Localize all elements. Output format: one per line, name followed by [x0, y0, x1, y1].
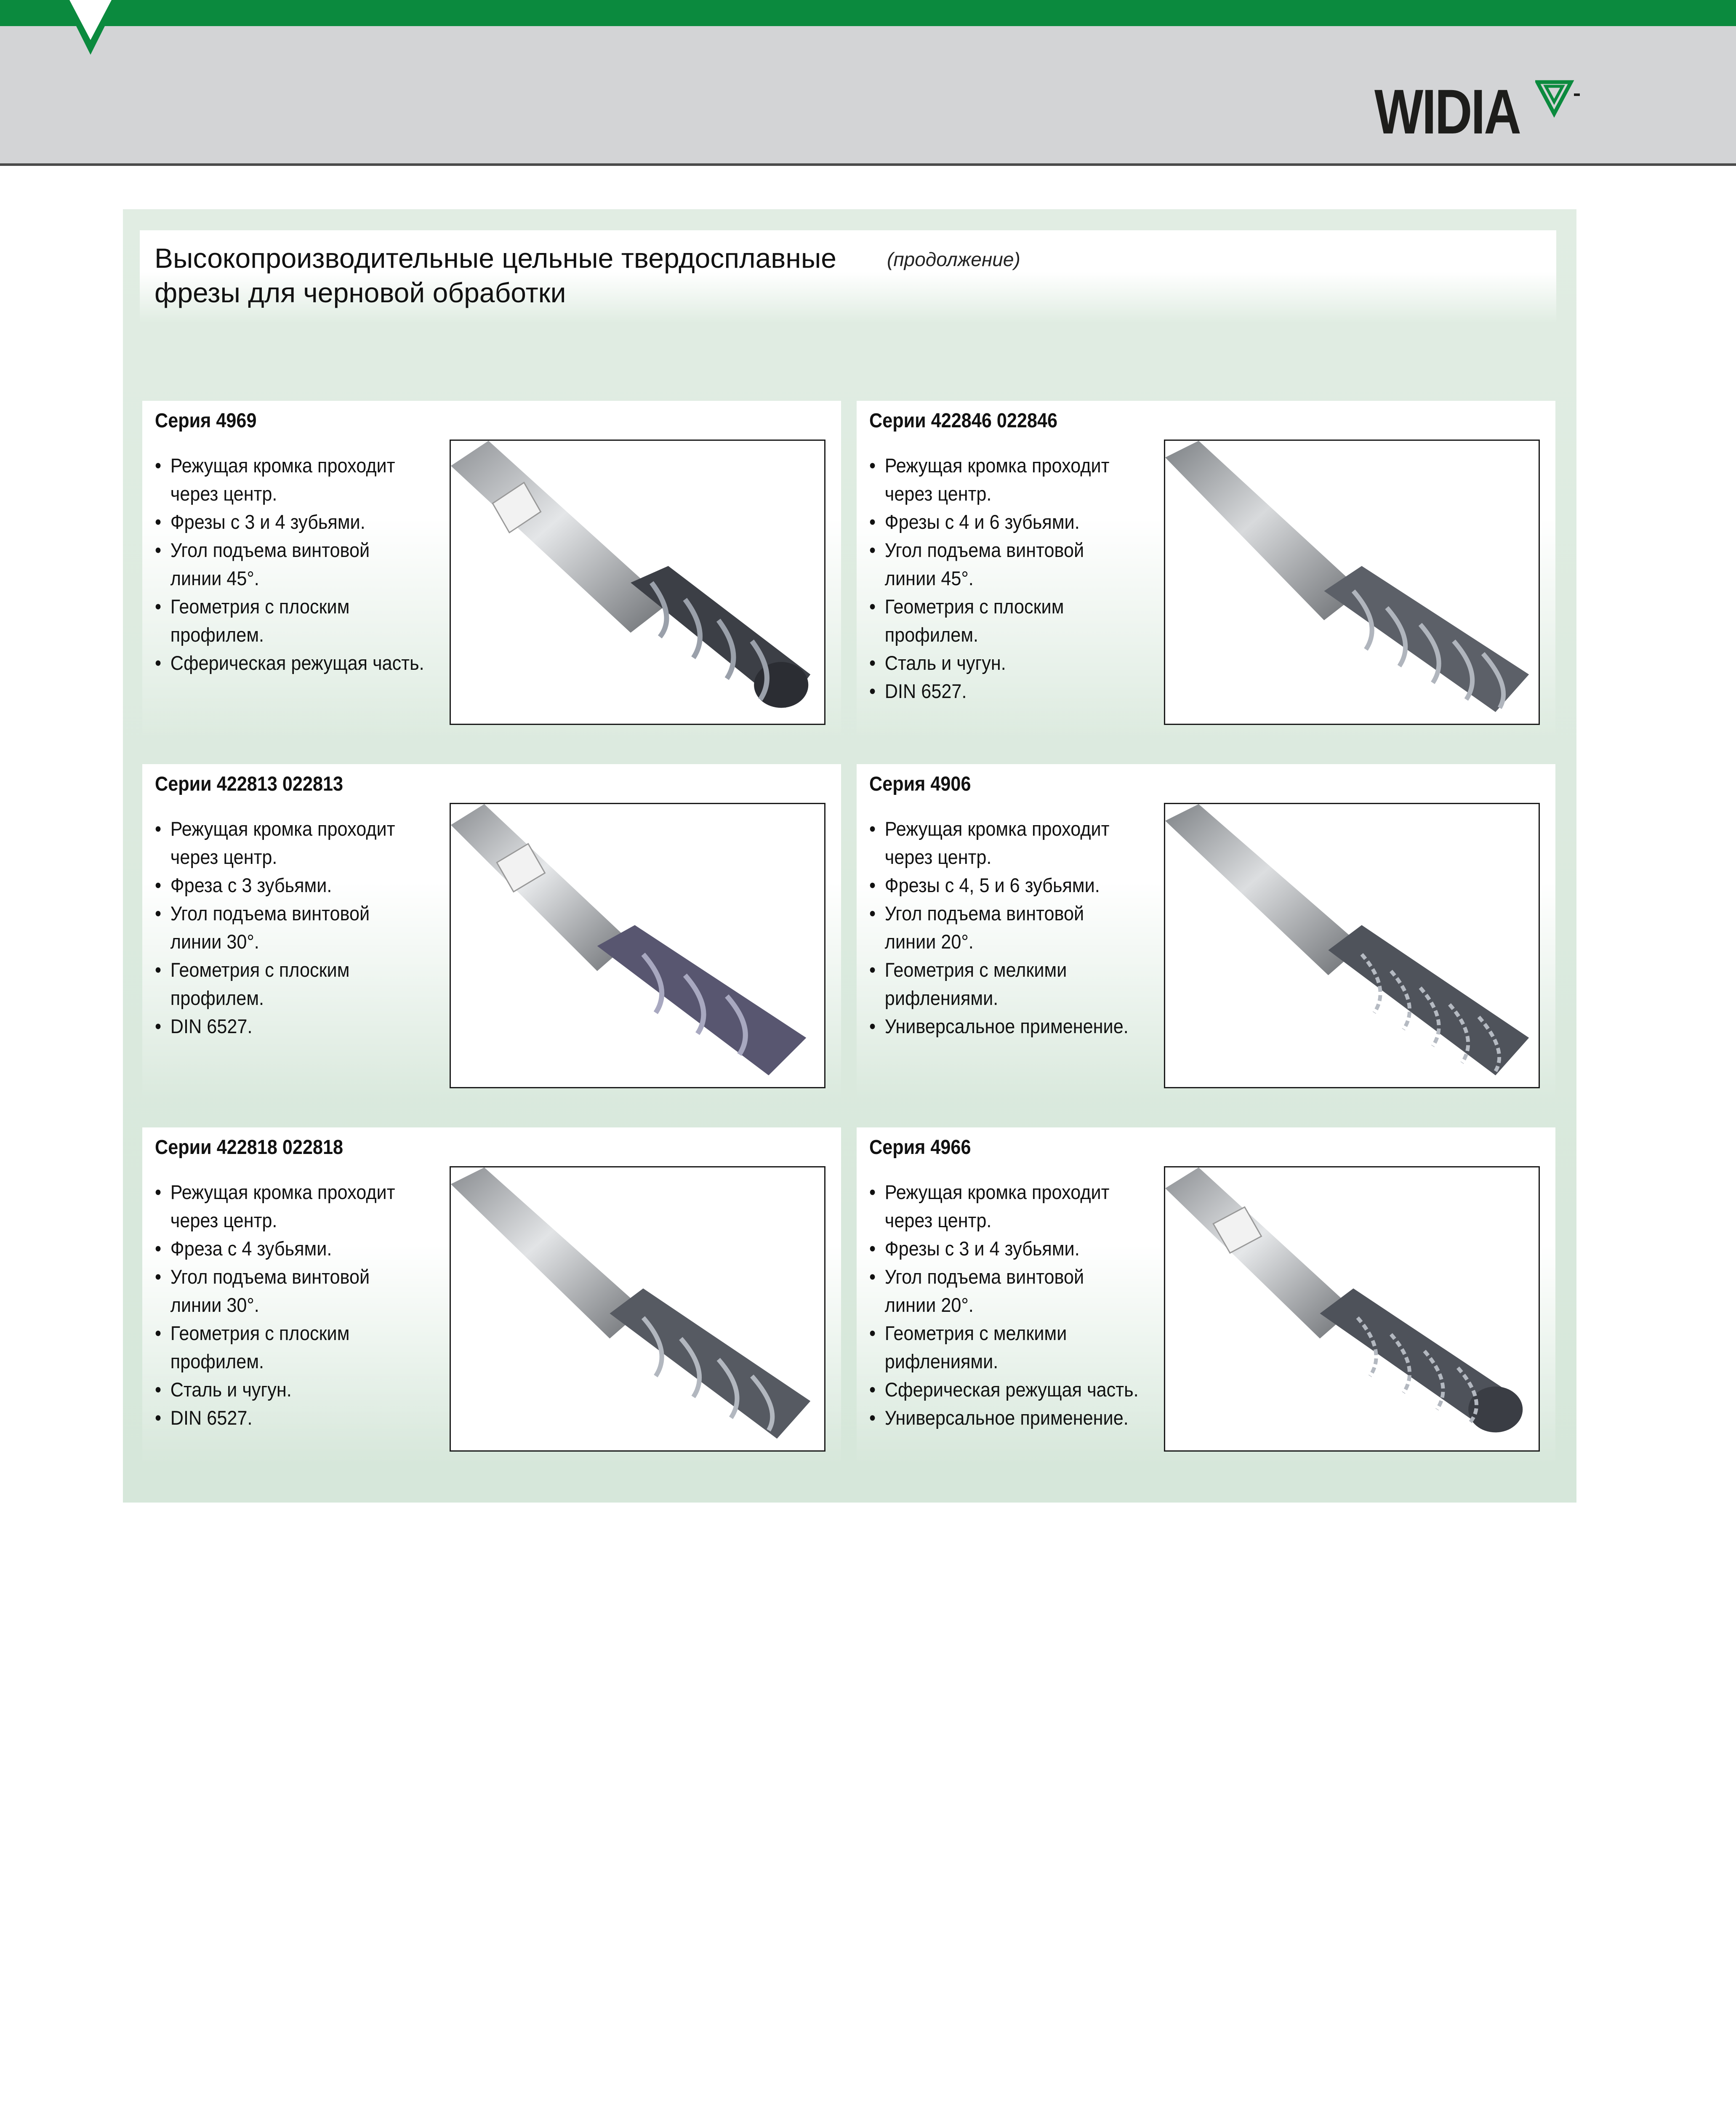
product-card-4906	[857, 764, 1555, 1101]
card-title: Серия 4906	[869, 773, 971, 795]
feature-list	[869, 1178, 1206, 1432]
feature-list	[869, 815, 1206, 1040]
product-card-422846	[857, 401, 1555, 738]
feature-item: • Угол подъема винтовой	[869, 1263, 1179, 1291]
widia-triangle-icon	[1535, 80, 1582, 118]
feature-item: • Сферическая режущая часть.	[155, 649, 465, 677]
ball-nose-end-mill-photo	[1164, 1166, 1540, 1452]
ball-nose-end-mill-photo	[450, 440, 825, 725]
feature-item: • Угол подъема винтовой	[869, 536, 1179, 564]
feature-item: • Сферическая режущая часть.	[869, 1375, 1179, 1404]
feature-item: • Геометрия с мелкими	[869, 956, 1179, 984]
feature-item: • Режущая кромка проходит	[155, 1178, 465, 1206]
card-title: Серии 422846 022846	[869, 410, 1058, 432]
feature-item: • Режущая кромка проходит	[869, 815, 1179, 843]
logo-wordmark: WIDIA	[1374, 76, 1520, 147]
feature-item: • Геометрия с плоским	[155, 956, 465, 984]
card-title: Серии 422818 022818	[155, 1136, 343, 1159]
feature-item: • Фрезы с 3 и 4 зубьями.	[869, 1234, 1179, 1263]
feature-item: профилем.	[170, 987, 264, 1009]
section-title-line-1: Высокопроизводительные цельные твердосплавные	[154, 242, 836, 274]
feature-item: линии 30°.	[170, 930, 259, 953]
product-card-4966	[857, 1127, 1555, 1464]
feature-item: • DIN 6527.	[155, 1012, 465, 1040]
feature-item: • Геометрия с плоским	[155, 592, 465, 621]
feature-item: • Фрезы с 3 и 4 зубьями.	[155, 508, 465, 536]
feature-item: линии 30°.	[170, 1294, 259, 1316]
feature-list	[155, 815, 492, 1040]
card-title: Серии 422813 022813	[155, 773, 343, 795]
feature-item: линии 20°.	[884, 930, 974, 953]
feature-item: линии 45°.	[170, 567, 259, 589]
feature-item: линии 45°.	[884, 567, 974, 589]
continuation-note: (продолжение)	[887, 248, 1020, 270]
feature-item: • Геометрия с мелкими	[869, 1319, 1179, 1347]
corner-triangle-icon	[55, 0, 122, 59]
end-mill-photo	[450, 803, 825, 1088]
feature-item: • Режущая кромка проходит	[869, 451, 1179, 480]
feature-item: • Универсальное применение.	[869, 1404, 1179, 1432]
product-card-4969	[142, 401, 841, 738]
section-title	[154, 241, 870, 310]
feature-list	[869, 451, 1206, 705]
end-mill-photo	[1164, 440, 1540, 725]
feature-list	[155, 1178, 492, 1432]
feature-item: рифлениями.	[884, 1350, 998, 1372]
feature-item: • Сталь и чугун.	[155, 1375, 465, 1404]
product-card-422818	[142, 1127, 841, 1464]
feature-item: • Фрезы с 4, 5 и 6 зубьями.	[869, 871, 1179, 899]
feature-item: линии 20°.	[884, 1294, 974, 1316]
feature-item: рифлениями.	[884, 987, 998, 1009]
widia-logo	[1374, 76, 1582, 147]
end-mill-photo	[450, 1166, 825, 1452]
feature-item: • Геометрия с плоским	[155, 1319, 465, 1347]
feature-item: через центр.	[170, 1209, 277, 1231]
feature-item: • Режущая кромка проходит	[869, 1178, 1179, 1206]
feature-item: • Геометрия с плоским	[869, 592, 1179, 621]
feature-item: • Фрезы с 4 и 6 зубьями.	[869, 508, 1179, 536]
feature-item: профилем.	[170, 624, 264, 646]
feature-item: • Угол подъема винтовой	[155, 1263, 465, 1291]
card-title: Серия 4969	[155, 410, 257, 432]
section-title-line-2: фрезы для черновой обработки	[154, 277, 566, 308]
feature-item: через центр.	[884, 846, 992, 868]
feature-item: • Сталь и чугун.	[869, 649, 1179, 677]
feature-item: • Универсальное применение.	[869, 1012, 1179, 1040]
product-panel	[123, 209, 1576, 1503]
feature-item: • Фреза с 4 зубьями.	[155, 1234, 465, 1263]
feature-item: • Режущая кромка проходит	[155, 451, 465, 480]
feature-item: • Угол подъема винтовой	[155, 536, 465, 564]
section-title-box	[140, 230, 1556, 323]
feature-item: через центр.	[170, 846, 277, 868]
feature-item: • Режущая кромка проходит	[155, 815, 465, 843]
feature-item: • Фреза с 3 зубьями.	[155, 871, 465, 899]
feature-item: • DIN 6527.	[155, 1404, 465, 1432]
end-mill-photo	[1164, 803, 1540, 1088]
top-green-bar	[0, 0, 1736, 26]
product-card-422813	[142, 764, 841, 1101]
feature-item: через центр.	[884, 1209, 992, 1231]
card-title: Серия 4966	[869, 1136, 971, 1159]
feature-item: • Угол подъема винтовой	[869, 899, 1179, 927]
feature-item: через центр.	[170, 482, 277, 505]
feature-list	[155, 451, 492, 677]
feature-item: через центр.	[884, 482, 992, 505]
feature-item: профилем.	[884, 624, 979, 646]
feature-item: • Угол подъема винтовой	[155, 899, 465, 927]
feature-item: • DIN 6527.	[869, 677, 1179, 705]
feature-item: профилем.	[170, 1350, 264, 1372]
